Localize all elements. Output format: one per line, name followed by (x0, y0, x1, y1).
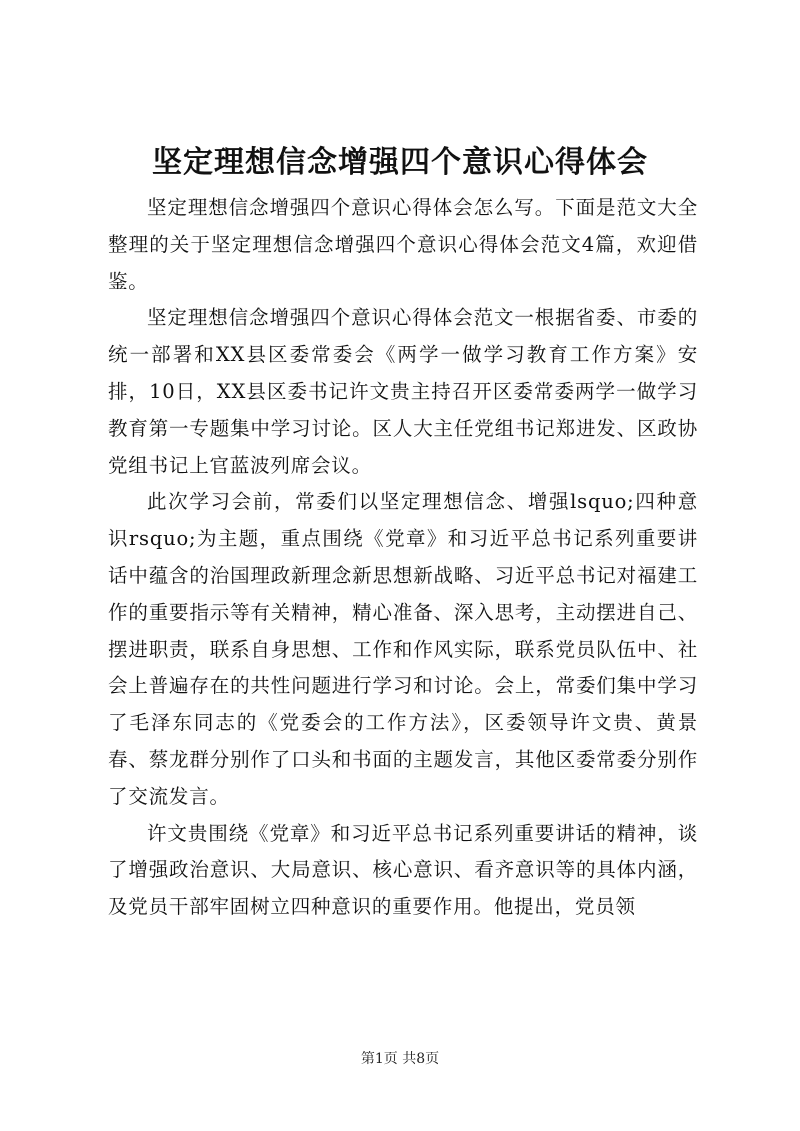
document-body (108, 190, 698, 926)
paragraph-sample-one: 坚定理想信念增强四个意识心得体会范文一根据省委、市委的统一部署和XX县区委常委会《两学一做学习教育工作方案》安排，10日，XX县区委书记许文贵主持召开区委常委两学一做学习教育第一专题集中学习讨论。区人大主任党组书记郑进发、区政协党组书记上官蓝波列席会议。 (108, 306, 698, 477)
page-footer: 第1页 共8页 (360, 1051, 440, 1067)
document-title: 坚定理想信念增强四个意识心得体会 (152, 145, 648, 180)
paragraph-speech: 许文贵围绕《党章》和习近平总书记系列重要讲话的精神，谈了增强政治意识、大局意识、核心意识、看齐意识等的具体内涵，及党员干部牢固树立四种意识的重要作用。他提出，党员领 (108, 821, 698, 919)
paragraph-study-session: 此次学习会前，常委们以坚定理想信念、增强lsquo;四种意识rsquo;为主题，重点围绕《党章》和习近平总书记系列重要讲话中蕴含的治国理政新理念新思想新战略、习近平总书记对福建工作的重要指示等有关精神，精心准备、深入思考，主动摆进自己、摆进职责，联系自身思想、工作和作风实际，联系党员队伍中、社会上普遍存在的共性问题进行学习和讨论。会上，常委们集中学习了毛泽东同志的《党委会的工作方法》，区委领导许文贵、黄景春、蔡龙群分别作了口头和书面的主题发言，其他区委常委分别作了交流发言。 (108, 490, 698, 808)
paragraph-intro: 坚定理想信念增强四个意识心得体会怎么写。下面是范文大全整理的关于坚定理想信念增强四个意识心得体会范文4篇，欢迎借鉴。 (108, 196, 698, 293)
